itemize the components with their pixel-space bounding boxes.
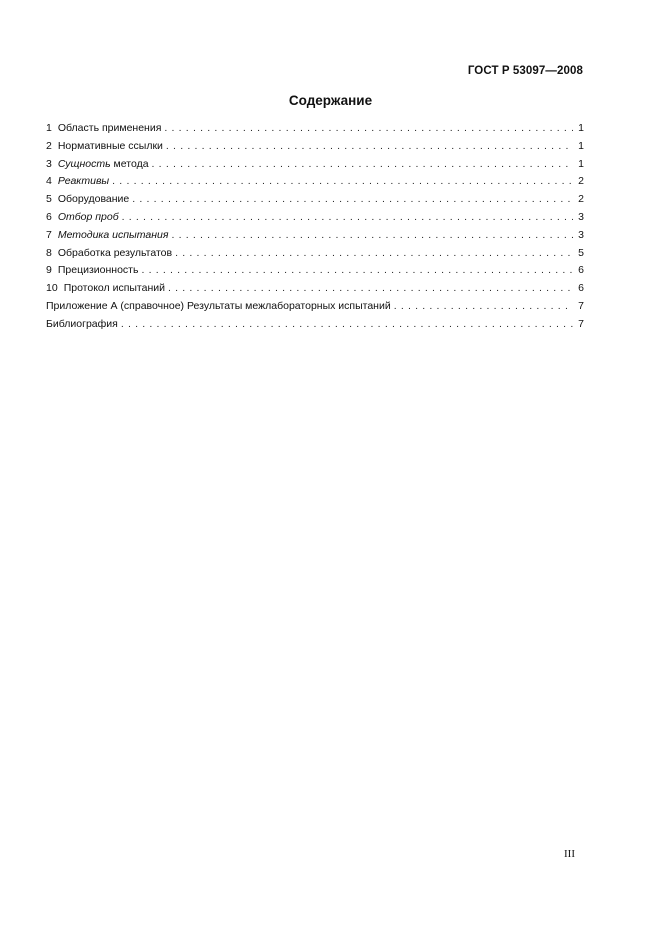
- toc-dot-leader: [132, 191, 573, 209]
- toc-entry[interactable]: [46, 227, 584, 245]
- toc-entry-label-text: метода: [110, 157, 149, 170]
- toc-entry-label-text: Оборудование: [57, 193, 130, 206]
- toc-dot-leader: [166, 138, 573, 156]
- document-code-header: ГОСТ Р 53097—2008: [467, 65, 583, 77]
- toc-entry[interactable]: [46, 156, 584, 174]
- toc-entry-label: [58, 245, 172, 263]
- toc-dot-leader: [175, 245, 573, 263]
- toc-dot-leader: [168, 280, 573, 298]
- toc-entry-page: 6: [578, 264, 584, 277]
- toc-entry-page: 6: [578, 282, 584, 295]
- toc-entry-number: 3: [46, 157, 52, 170]
- toc-dot-leader: [112, 173, 573, 191]
- toc-entry-number: 2: [46, 139, 52, 152]
- page-number: III: [564, 848, 575, 860]
- toc-title: Содержание: [288, 93, 373, 108]
- toc-entry-label-text: Область применения: [57, 122, 162, 134]
- toc-dot-leader: [164, 120, 573, 138]
- toc-entry[interactable]: [46, 209, 584, 227]
- toc-entry-page: 3: [578, 210, 584, 223]
- toc-entry-label-italic: Методика испытания: [57, 228, 169, 241]
- table-of-contents: [46, 120, 584, 334]
- toc-entry-number: 1: [46, 122, 52, 134]
- toc-entry-label-text: Протокол испытаний: [63, 282, 165, 295]
- toc-entry-label: [58, 120, 162, 138]
- toc-dot-leader: [121, 316, 573, 334]
- toc-entry[interactable]: [46, 138, 584, 156]
- toc-entry-number: 10: [46, 282, 58, 295]
- toc-entry-label: [58, 173, 109, 191]
- toc-entry-label-italic: Реактивы: [57, 175, 110, 188]
- toc-entry-label-text: Приложение А (справочное) Результаты межлабораторных испытаний: [46, 299, 391, 312]
- toc-dot-leader: [122, 209, 573, 227]
- toc-entry-page: 2: [578, 175, 584, 188]
- toc-entry-number: 4: [46, 175, 52, 188]
- toc-entry[interactable]: [46, 120, 584, 138]
- toc-dot-leader: [394, 298, 573, 316]
- toc-entry[interactable]: [46, 280, 584, 298]
- toc-entry-label: [58, 156, 149, 174]
- toc-entry-page: 1: [578, 157, 584, 170]
- toc-entry-label-text: Библиография: [46, 317, 118, 330]
- toc-entry-number: 6: [46, 210, 52, 223]
- toc-entry-label-text: Нормативные ссылки: [57, 139, 163, 152]
- toc-entry-page: 7: [578, 317, 584, 330]
- toc-entry-label-text: Обработка результатов: [57, 246, 173, 259]
- toc-entry-label-italic: Отбор проб: [57, 210, 119, 223]
- toc-entry-label: [46, 316, 118, 334]
- toc-entry-page: 2: [578, 193, 584, 206]
- toc-entry-label-italic: Сущность: [57, 157, 111, 170]
- toc-entry-label: [46, 298, 391, 316]
- toc-dot-leader: [152, 156, 573, 174]
- toc-entry-number: 9: [46, 264, 52, 277]
- toc-entry-label: [58, 191, 129, 209]
- toc-entry-number: 5: [46, 193, 52, 206]
- toc-dot-leader: [141, 262, 573, 280]
- toc-entry-label: [64, 280, 165, 298]
- toc-entry-label-text: Прецизионность: [57, 264, 139, 277]
- toc-entry-number: 7: [46, 228, 52, 241]
- toc-entry[interactable]: [46, 316, 584, 334]
- toc-entry-label: [58, 262, 139, 280]
- toc-entry-label: [58, 227, 169, 245]
- toc-entry[interactable]: [46, 173, 584, 191]
- toc-entry-page: 1: [578, 122, 584, 134]
- toc-entry-label: [58, 138, 163, 156]
- toc-entry-page: 5: [578, 246, 584, 259]
- toc-entry-page: 1: [578, 139, 584, 152]
- toc-entry[interactable]: [46, 298, 584, 316]
- toc-dot-leader: [171, 227, 573, 245]
- toc-entry-page: 7: [578, 299, 584, 312]
- toc-entry[interactable]: [46, 262, 584, 280]
- toc-entry[interactable]: [46, 245, 584, 263]
- toc-entry[interactable]: [46, 191, 584, 209]
- toc-entry-page: 3: [578, 228, 584, 241]
- toc-entry-number: 8: [46, 246, 52, 259]
- toc-entry-label: [58, 209, 119, 227]
